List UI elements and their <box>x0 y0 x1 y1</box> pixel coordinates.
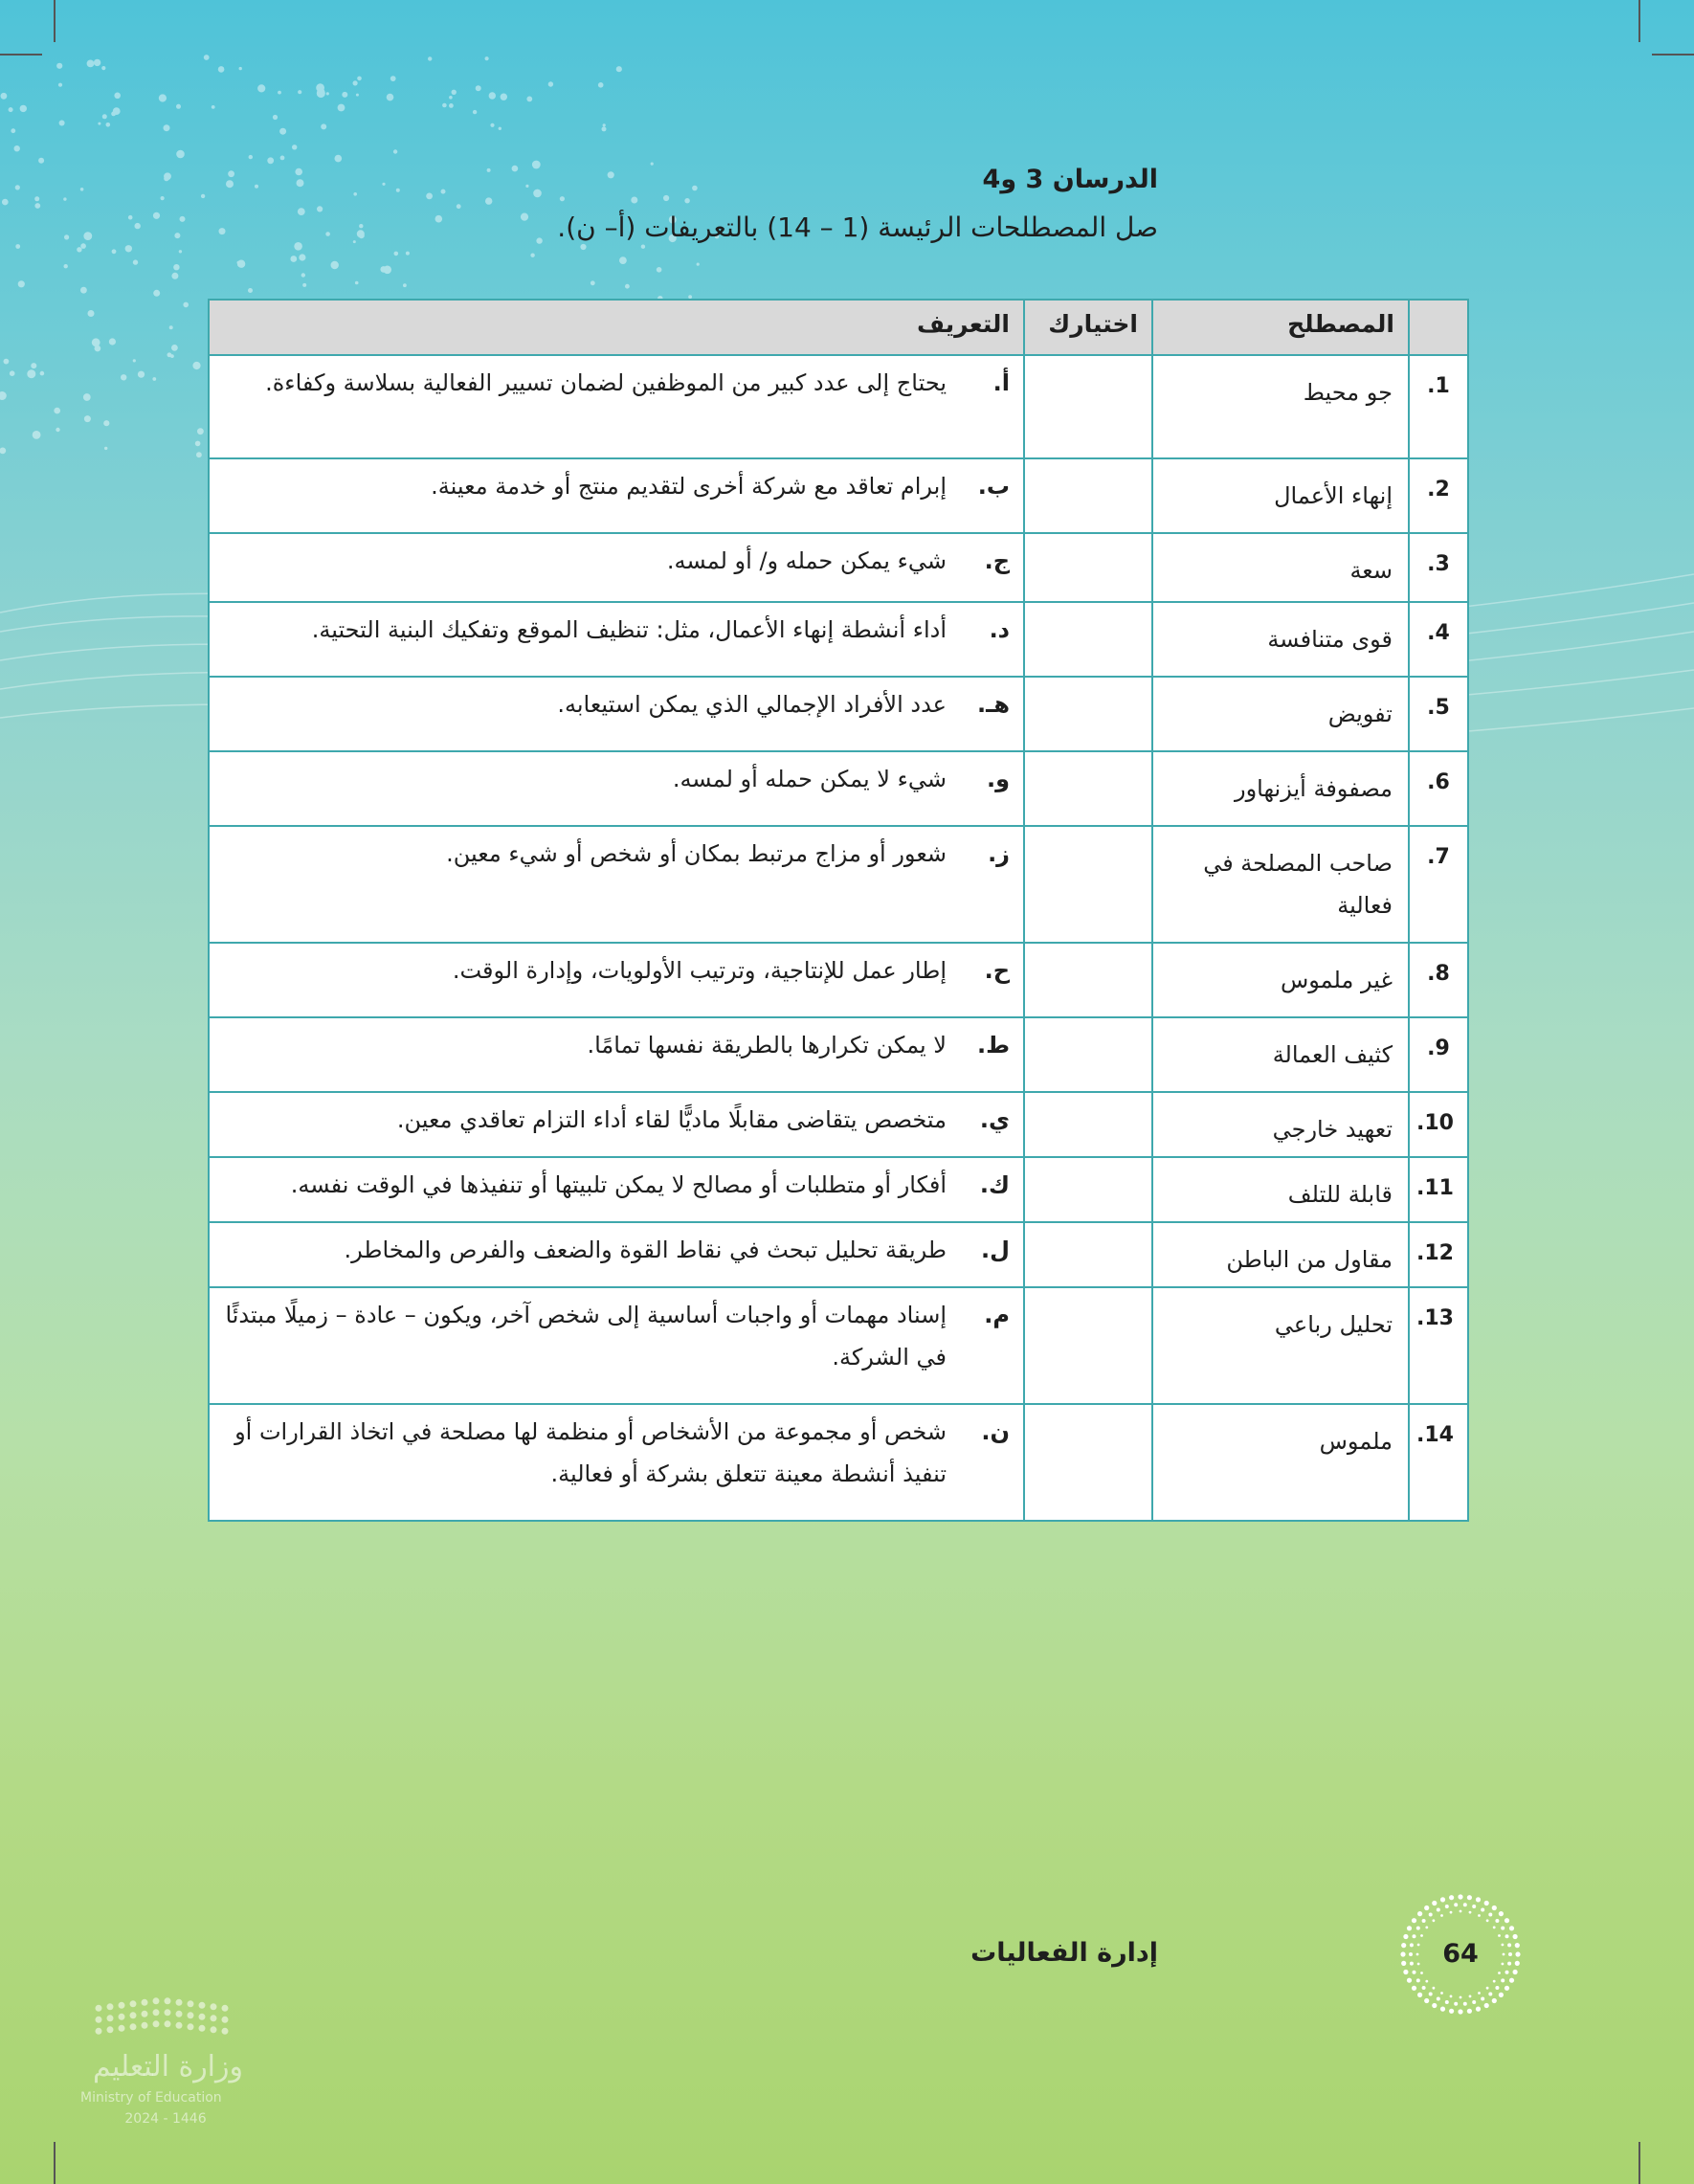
crop-mark <box>1638 0 1640 42</box>
definition-text: شعور أو مزاج مرتبط بمكان أو شخص أو شيء معين. <box>446 840 947 867</box>
row-number: 12. <box>1409 1222 1468 1287</box>
choice-cell[interactable] <box>1024 826 1152 943</box>
row-definition-cell <box>209 602 1024 677</box>
row-number: 5. <box>1409 677 1468 751</box>
row-definition-cell <box>209 1404 1024 1521</box>
row-term: تعهيد خارجي <box>1152 1092 1409 1157</box>
definition-text: إسناد مهمات أو واجبات أساسية إلى شخص آخر، ويكون – عادة – زميلًا مبتدئًا في الشركة. <box>225 1302 947 1371</box>
definition-letter: ل. <box>981 1237 1010 1263</box>
definition-letter: ح. <box>984 957 1010 984</box>
table-row <box>209 1017 1468 1092</box>
definition-text: متخصص يتقاضى مقابلًا ماديًّا لقاء أداء التزام تعاقدي معين. <box>396 1106 947 1133</box>
header <box>557 165 1158 243</box>
row-term: غير ملموس <box>1152 943 1409 1017</box>
terms-table-body <box>209 355 1468 1521</box>
definition-letter: هـ. <box>977 691 1010 718</box>
row-number: 2. <box>1409 458 1468 533</box>
table-header-row <box>209 300 1468 355</box>
definition-wrapper <box>223 758 1010 800</box>
definition-wrapper <box>223 833 1010 875</box>
row-number: 10. <box>1409 1092 1468 1157</box>
definition-wrapper <box>223 1411 1010 1495</box>
row-number: 3. <box>1409 533 1468 602</box>
row-term: مقاول من الباطن <box>1152 1222 1409 1287</box>
definition-wrapper <box>223 1099 1010 1141</box>
table-row <box>209 677 1468 751</box>
definition-letter: ب. <box>977 473 1010 500</box>
row-number: 13. <box>1409 1287 1468 1404</box>
row-definition-cell <box>209 458 1024 533</box>
choice-cell[interactable] <box>1024 677 1152 751</box>
definition-letter: و. <box>986 766 1010 792</box>
row-number: 9. <box>1409 1017 1468 1092</box>
choice-cell[interactable] <box>1024 1222 1152 1287</box>
row-term: جو محيط <box>1152 355 1409 458</box>
definition-text: طريقة تحليل تبحث في نقاط القوة والضعف والفرص والمخاطر. <box>344 1237 947 1263</box>
definition-wrapper <box>223 609 1010 651</box>
row-definition-cell <box>209 826 1024 943</box>
definition-text: يحتاج إلى عدد كبير من الموظفين لضمان تسيير الفعالية بسلاسة وكفاءة. <box>265 369 947 396</box>
table-row <box>209 602 1468 677</box>
choice-cell[interactable] <box>1024 1092 1152 1157</box>
row-number: 11. <box>1409 1157 1468 1222</box>
table-row <box>209 751 1468 826</box>
row-term: ملموس <box>1152 1404 1409 1521</box>
definition-wrapper <box>223 362 1010 404</box>
row-number: 8. <box>1409 943 1468 1017</box>
row-definition-cell <box>209 677 1024 751</box>
definition-wrapper <box>223 1024 1010 1066</box>
definition-text: عدد الأفراد الإجمالي الذي يمكن استيعابه. <box>557 691 947 718</box>
crop-mark <box>0 54 42 56</box>
table-row <box>209 533 1468 602</box>
choice-cell[interactable] <box>1024 943 1152 1017</box>
row-number: 7. <box>1409 826 1468 943</box>
row-number: 14. <box>1409 1404 1468 1521</box>
definition-text: إطار عمل للإنتاجية، وترتيب الأولويات، وإدارة الوقت. <box>452 957 947 984</box>
row-term: سعة <box>1152 533 1409 602</box>
choice-cell[interactable] <box>1024 1157 1152 1222</box>
row-definition-cell <box>209 751 1024 826</box>
definition-text: شيء يمكن حمله و/ أو لمسه. <box>666 547 947 574</box>
header-term: المصطلح <box>1152 300 1409 355</box>
table-row <box>209 1092 1468 1157</box>
book-title: إدارة الفعاليات <box>970 1938 1158 1968</box>
definition-text: شخص أو مجموعة من الأشخاص أو منظمة لها مصلحة في اتخاذ القرارات أو تنفيذ أنشطة معينة تتعلق بشركة أو فعالية. <box>234 1418 947 1487</box>
definition-letter: ج. <box>984 547 1010 574</box>
ministry-name: وزارة التعليم <box>92 2050 243 2084</box>
definition-wrapper <box>223 1164 1010 1206</box>
row-term: مصفوفة أيزنهاور <box>1152 751 1409 826</box>
choice-cell[interactable] <box>1024 1017 1152 1092</box>
row-number: 6. <box>1409 751 1468 826</box>
definition-wrapper <box>223 465 1010 507</box>
row-term: قوى متنافسة <box>1152 602 1409 677</box>
crop-mark <box>54 2142 56 2184</box>
choice-cell[interactable] <box>1024 458 1152 533</box>
page-number: 64 <box>1442 1939 1479 1969</box>
row-term: إنهاء الأعمال <box>1152 458 1409 533</box>
row-term: كثيف العمالة <box>1152 1017 1409 1092</box>
choice-cell[interactable] <box>1024 602 1152 677</box>
terms-table <box>208 299 1469 1522</box>
row-definition-cell <box>209 355 1024 458</box>
choice-cell[interactable] <box>1024 533 1152 602</box>
definition-text: إبرام تعاقد مع شركة أخرى لتقديم منتج أو خدمة معينة. <box>431 473 947 500</box>
choice-cell[interactable] <box>1024 751 1152 826</box>
row-definition-cell <box>209 943 1024 1017</box>
definition-letter: ز. <box>988 840 1010 867</box>
table-row <box>209 1157 1468 1222</box>
row-term: تحليل رباعي <box>1152 1287 1409 1404</box>
definition-wrapper <box>223 1229 1010 1271</box>
row-term: قابلة للتلف <box>1152 1157 1409 1222</box>
instruction-text: صل المصطلحات الرئيسة (1 – 14) بالتعريفات (أ– ن). <box>557 212 1158 243</box>
choice-cell[interactable] <box>1024 355 1152 458</box>
row-number: 4. <box>1409 602 1468 677</box>
choice-cell[interactable] <box>1024 1287 1152 1404</box>
definition-text: أداء أنشطة إنهاء الأعمال، مثل: تنظيف الموقع وتفكيك البنية التحتية. <box>311 616 947 643</box>
crop-mark <box>54 0 56 42</box>
definition-text: أفكار أو متطلبات أو مصالح لا يمكن تلبيتها أو تنفيذها في الوقت نفسه. <box>290 1171 947 1198</box>
crop-mark <box>1638 2142 1640 2184</box>
table-row <box>209 943 1468 1017</box>
table-row <box>209 1222 1468 1287</box>
row-definition-cell <box>209 1017 1024 1092</box>
definition-text: شيء لا يمكن حمله أو لمسه. <box>672 766 947 792</box>
definition-wrapper <box>223 949 1010 992</box>
ministry-name-en: Ministry of Education <box>80 2090 222 2106</box>
crop-mark <box>1652 54 1694 56</box>
definition-letter: ك. <box>979 1171 1010 1198</box>
header-definition: التعريف <box>209 300 1024 355</box>
row-definition-cell <box>209 1222 1024 1287</box>
row-term: تفويض <box>1152 677 1409 751</box>
table-row <box>209 1287 1468 1404</box>
header-num <box>1409 300 1468 355</box>
row-term: صاحب المصلحة في فعالية <box>1152 826 1409 943</box>
definition-wrapper <box>223 1294 1010 1378</box>
definition-letter: ن. <box>981 1418 1010 1445</box>
row-definition-cell <box>209 1157 1024 1222</box>
definition-letter: د. <box>989 616 1010 643</box>
table-row <box>209 826 1468 943</box>
ministry-year: 2024 - 1446 <box>124 2111 207 2127</box>
definition-wrapper <box>223 540 1010 582</box>
table-row <box>209 355 1468 458</box>
table-row <box>209 1404 1468 1521</box>
definition-letter: أ. <box>992 369 1010 396</box>
definition-letter: م. <box>984 1302 1010 1328</box>
row-number: 1. <box>1409 355 1468 458</box>
choice-cell[interactable] <box>1024 1404 1152 1521</box>
lesson-title: الدرسان 3 و4 <box>982 165 1158 194</box>
header-choice: اختيارك <box>1024 300 1152 355</box>
definition-letter: ي. <box>979 1106 1010 1133</box>
row-definition-cell <box>209 1287 1024 1404</box>
table-row <box>209 458 1468 533</box>
row-definition-cell <box>209 1092 1024 1157</box>
definition-letter: ط. <box>976 1032 1010 1059</box>
definition-wrapper <box>223 683 1010 725</box>
row-definition-cell <box>209 533 1024 602</box>
definition-text: لا يمكن تكرارها بالطريقة نفسها تمامًا. <box>587 1032 947 1059</box>
